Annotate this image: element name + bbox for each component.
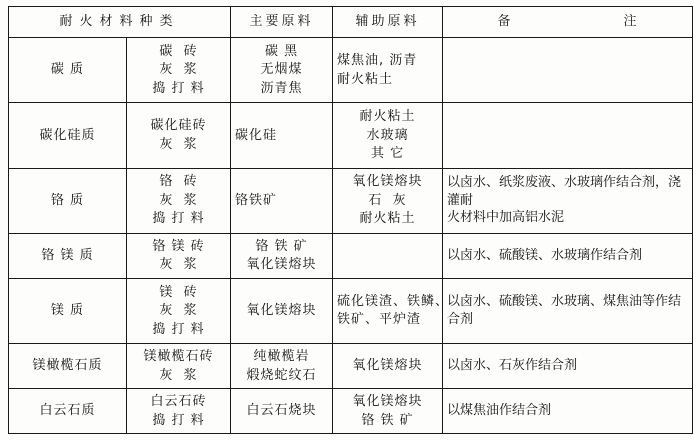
row-forms [127, 168, 231, 233]
row-kind: 白云石质 [9, 389, 127, 434]
table-row [9, 278, 693, 343]
row-aux-material [333, 278, 450, 343]
form-item: 灰 浆 [159, 303, 198, 319]
header-row [9, 7, 693, 38]
header-note [443, 7, 693, 38]
form-item: 铬 镁 砖 [152, 238, 205, 254]
row-kind: 铬 镁 质 [9, 233, 127, 278]
row-kind: 镁 质 [9, 278, 127, 343]
main-item: 无烟煤 [260, 62, 303, 78]
main-item: 碳 黑 [264, 43, 299, 59]
row-main-material [231, 233, 333, 278]
aux-item: 耐火粘土 [337, 71, 394, 87]
form-item: 捣 打 料 [152, 412, 205, 428]
note-line: 以卤水、硫酸镁、水玻璃、煤焦油等作结合剂 [447, 294, 682, 327]
table-header [9, 7, 693, 38]
row-aux-material [333, 38, 443, 103]
form-item: 镁 砖 [159, 284, 198, 300]
main-item: 铬铁矿 [235, 192, 278, 208]
table-row [9, 38, 693, 103]
note-line: 以卤水、硫酸镁、水玻璃作结合剂 [447, 248, 643, 263]
form-item: 灰 浆 [159, 257, 198, 273]
form-item: 捣 打 料 [152, 321, 205, 337]
row-aux-material [333, 344, 443, 389]
form-item: 灰 浆 [159, 136, 198, 152]
main-item: 氧化镁熔块 [246, 303, 317, 319]
main-item: 铬 铁 矿 [255, 238, 308, 254]
table-body [9, 38, 693, 434]
row-kind: 铬 质 [9, 168, 127, 233]
form-item: 铬 砖 [159, 174, 198, 190]
row-forms [127, 103, 231, 168]
note-line: 以煤焦油作结合剂 [447, 403, 552, 419]
row-note [443, 38, 693, 103]
refractory-materials-table [8, 6, 693, 434]
form-item: 捣 打 料 [152, 80, 205, 96]
row-main-material [231, 38, 333, 103]
form-item: 碳化硅砖 [150, 118, 207, 134]
row-note [443, 278, 693, 343]
header-aux-material: 辅助原料 [333, 7, 443, 38]
aux-item: 耐火粘土 [359, 109, 416, 125]
aux-item: 其 它 [370, 146, 405, 162]
form-item: 灰 浆 [159, 367, 198, 383]
row-aux-material [333, 103, 443, 168]
main-item: 白云石烧块 [246, 403, 317, 419]
form-item: 捣 打 料 [152, 211, 205, 227]
row-note [443, 168, 693, 233]
row-main-material [231, 168, 333, 233]
header-main-material: 主要原料 [231, 7, 333, 38]
form-item: 白云石砖 [150, 393, 207, 409]
main-item: 碳化硅 [235, 127, 278, 143]
row-kind: 碳化硅质 [9, 103, 127, 168]
table-row [9, 233, 693, 278]
form-item: 镁橄榄石砖 [143, 348, 214, 364]
table-row [9, 344, 693, 389]
row-forms [127, 344, 231, 389]
table-row [9, 389, 693, 434]
header-kind: 耐火材料种类 [9, 7, 231, 38]
aux-item: 硫化镁渣、铁鳞、 [337, 293, 450, 309]
row-note [443, 233, 693, 278]
row-forms [127, 38, 231, 103]
aux-item: 铬 铁 矿 [361, 412, 414, 428]
form-item: 灰 浆 [159, 192, 198, 208]
header-note-right: 注 [623, 14, 638, 30]
aux-item: 氧化镁熔块 [352, 358, 423, 374]
aux-item: 氧化镁熔块 [352, 174, 423, 190]
row-note [443, 103, 693, 168]
row-aux-material [333, 168, 443, 233]
form-item: 碳 砖 [159, 43, 198, 59]
table-row [9, 103, 693, 168]
row-kind: 碳 质 [9, 38, 127, 103]
row-forms [127, 278, 231, 343]
aux-item: 铁矿、平炉渣 [337, 312, 422, 328]
aux-item: 石 灰 [368, 192, 407, 208]
row-main-material [231, 103, 333, 168]
row-aux-material [333, 389, 443, 434]
main-item: 氧化镁熔块 [246, 257, 317, 273]
row-forms [127, 389, 231, 434]
aux-item: 氧化镁熔块 [352, 393, 423, 409]
row-note [443, 389, 693, 434]
aux-item: 煤焦油, 沥青 [337, 53, 418, 69]
header-note-left: 备 [497, 14, 512, 30]
form-item: 灰 浆 [159, 62, 198, 78]
row-main-material [231, 278, 333, 343]
row-main-material [231, 344, 333, 389]
note-line: 以卤水、纸浆废液、水玻璃作结合剂，浇灌耐 [447, 175, 682, 208]
main-item: 纯橄榄岩 [253, 348, 310, 364]
row-main-material [231, 389, 333, 434]
row-forms [127, 233, 231, 278]
table-row [9, 168, 693, 233]
aux-item: 耐火粘土 [359, 211, 416, 227]
row-note [443, 344, 693, 389]
main-item: 煅烧蛇纹石 [246, 367, 317, 383]
row-kind: 镁橄榄石质 [9, 344, 127, 389]
note-line: 以卤水、石灰作结合剂 [447, 358, 578, 374]
aux-item: 水玻璃 [366, 127, 409, 143]
main-item: 沥青焦 [260, 80, 303, 96]
note-line: 火材料中加高铝水泥 [447, 210, 565, 226]
row-aux-material [333, 233, 443, 278]
